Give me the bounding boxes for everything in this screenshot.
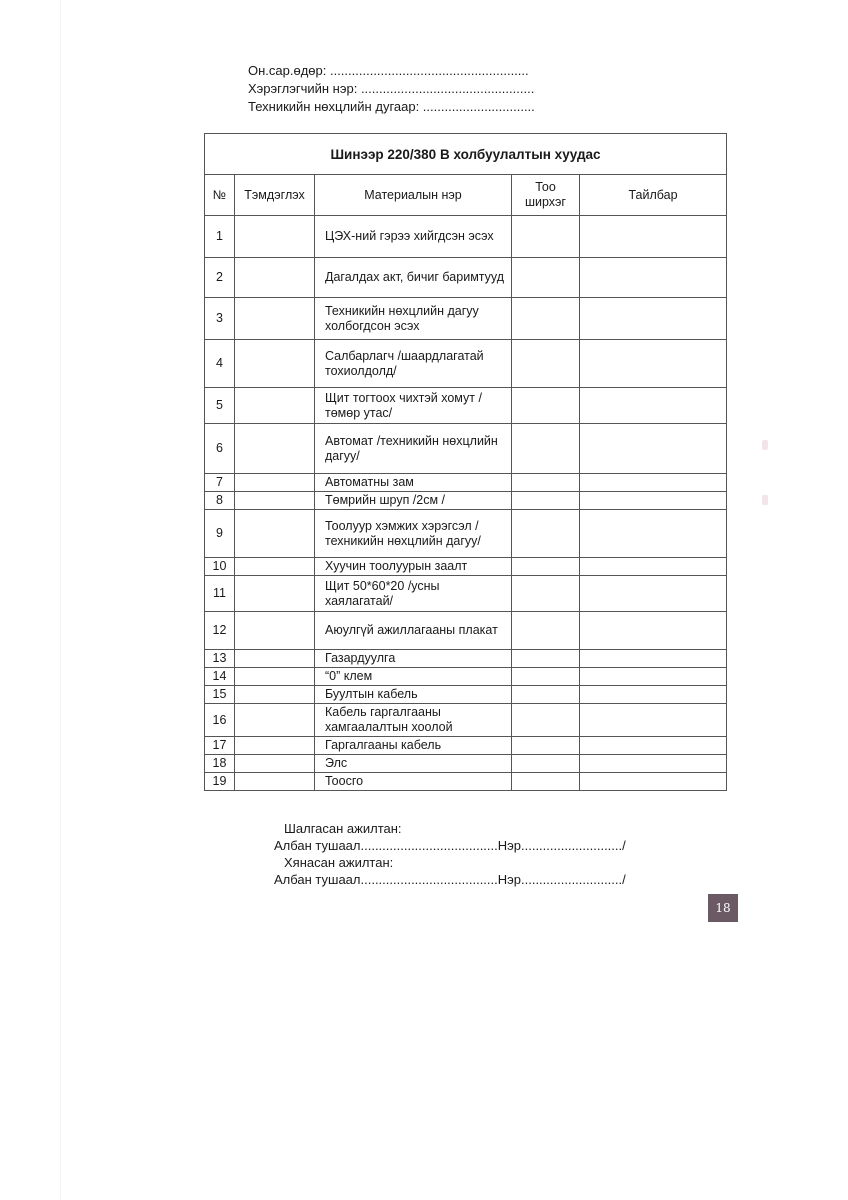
table-row (205, 510, 727, 558)
row-number: 1 (205, 216, 235, 258)
reviewed-by-line: Албан тушаал......................................Нэр............................/ (274, 872, 626, 887)
row-note-cell (580, 558, 727, 576)
row-mark-cell (235, 258, 315, 298)
row-number: 15 (205, 686, 235, 704)
table-row (205, 650, 727, 668)
row-note-cell (580, 298, 727, 340)
table-row (205, 755, 727, 773)
row-material-name: Кабель гаргалгааны хамгаалалтын хоолой (315, 704, 512, 737)
row-note-cell (580, 216, 727, 258)
row-number: 13 (205, 650, 235, 668)
row-material-name: Техникийн нөхцлийн дагуу холбогдсон эсэх (315, 298, 512, 340)
table-row (205, 388, 727, 424)
row-qty-cell (512, 558, 580, 576)
row-number: 6 (205, 424, 235, 474)
row-mark-cell (235, 576, 315, 612)
table-row (205, 340, 727, 388)
row-mark-cell (235, 510, 315, 558)
row-qty-cell (512, 298, 580, 340)
row-material-name: Гаргалгааны кабель (315, 737, 512, 755)
row-mark-cell (235, 612, 315, 650)
row-qty-cell (512, 686, 580, 704)
row-number: 11 (205, 576, 235, 612)
row-qty-cell (512, 737, 580, 755)
row-note-cell (580, 668, 727, 686)
user-name-field: Хэрэглэгчийн нэр: ................................................ (248, 81, 535, 96)
row-material-name: Щит тогтоох чихтэй хомут /төмөр утас/ (315, 388, 512, 424)
column-header-material: Материалын нэр (315, 175, 512, 216)
checked-by-line: Албан тушаал......................................Нэр............................/ (274, 838, 626, 853)
row-note-cell (580, 773, 727, 791)
row-number: 12 (205, 612, 235, 650)
row-material-name: Салбарлагч /шаардлагатай тохиолдолд/ (315, 340, 512, 388)
row-material-name: ЦЭХ-ний гэрээ хийгдсэн эсэх (315, 216, 512, 258)
column-header-mark: Тэмдэглэх (235, 175, 315, 216)
header-fields (248, 62, 535, 116)
table-row (205, 704, 727, 737)
row-mark-cell (235, 686, 315, 704)
row-note-cell (580, 474, 727, 492)
row-note-cell (580, 704, 727, 737)
date-field: Он.сар.өдөр: ....................................................... (248, 63, 529, 78)
row-material-name: Төмрийн шруп /2см / (315, 492, 512, 510)
row-material-name: Тоосго (315, 773, 512, 791)
reviewed-by-label: Хянасан ажилтан: (284, 855, 394, 870)
row-note-cell (580, 650, 727, 668)
row-material-name: Хуучин тоолуурын заалт (315, 558, 512, 576)
row-number: 2 (205, 258, 235, 298)
row-note-cell (580, 340, 727, 388)
row-note-cell (580, 755, 727, 773)
row-mark-cell (235, 650, 315, 668)
row-number: 8 (205, 492, 235, 510)
row-qty-cell (512, 216, 580, 258)
connection-sheet-table (204, 133, 727, 791)
row-note-cell (580, 737, 727, 755)
table-row (205, 216, 727, 258)
row-mark-cell (235, 474, 315, 492)
row-material-name: Щит 50*60*20 /усны хаялагатай/ (315, 576, 512, 612)
row-qty-cell (512, 474, 580, 492)
row-mark-cell (235, 298, 315, 340)
table-row (205, 474, 727, 492)
row-number: 18 (205, 755, 235, 773)
checked-by-label: Шалгасан ажилтан: (284, 821, 402, 836)
row-number: 16 (205, 704, 235, 737)
table-row (205, 686, 727, 704)
row-number: 3 (205, 298, 235, 340)
table-row (205, 298, 727, 340)
row-material-name: Элс (315, 755, 512, 773)
row-qty-cell (512, 510, 580, 558)
page-number-badge: 18 (708, 894, 738, 922)
row-qty-cell (512, 612, 580, 650)
row-number: 5 (205, 388, 235, 424)
row-qty-cell (512, 340, 580, 388)
column-header-no: № (205, 175, 235, 216)
row-number: 7 (205, 474, 235, 492)
row-mark-cell (235, 388, 315, 424)
row-mark-cell (235, 492, 315, 510)
row-note-cell (580, 258, 727, 298)
row-number: 19 (205, 773, 235, 791)
row-note-cell (580, 576, 727, 612)
row-number: 17 (205, 737, 235, 755)
row-number: 14 (205, 668, 235, 686)
table-body (205, 216, 727, 791)
row-material-name: Автоматны зам (315, 474, 512, 492)
row-qty-cell (512, 424, 580, 474)
table-row (205, 492, 727, 510)
row-material-name: Дагалдах акт, бичиг баримтууд (315, 258, 512, 298)
row-qty-cell (512, 650, 580, 668)
row-mark-cell (235, 773, 315, 791)
row-qty-cell (512, 258, 580, 298)
table-row (205, 668, 727, 686)
row-material-name: Аюулгүй ажиллагааны плакат (315, 612, 512, 650)
row-material-name: Буултын кабель (315, 686, 512, 704)
row-qty-cell (512, 388, 580, 424)
row-mark-cell (235, 737, 315, 755)
row-number: 10 (205, 558, 235, 576)
tech-condition-number-field: Техникийн нөхцлийн дугаар: ............................... (248, 99, 535, 114)
table-row (205, 424, 727, 474)
row-number: 4 (205, 340, 235, 388)
table-row (205, 737, 727, 755)
table-row (205, 558, 727, 576)
row-mark-cell (235, 340, 315, 388)
table-row (205, 258, 727, 298)
row-note-cell (580, 492, 727, 510)
row-note-cell (580, 686, 727, 704)
column-header-note: Тайлбар (580, 175, 727, 216)
row-note-cell (580, 388, 727, 424)
row-mark-cell (235, 424, 315, 474)
table-title: Шинээр 220/380 В холбуулалтын хуудас (205, 134, 727, 175)
row-mark-cell (235, 558, 315, 576)
row-qty-cell (512, 576, 580, 612)
row-qty-cell (512, 668, 580, 686)
scan-edge-mark (762, 440, 768, 450)
table-row (205, 576, 727, 612)
row-number: 9 (205, 510, 235, 558)
table-row (205, 612, 727, 650)
table-row (205, 773, 727, 791)
row-qty-cell (512, 773, 580, 791)
scan-margin-line (60, 0, 61, 1200)
row-note-cell (580, 612, 727, 650)
row-qty-cell (512, 492, 580, 510)
row-material-name: “0” клем (315, 668, 512, 686)
row-qty-cell (512, 755, 580, 773)
row-mark-cell (235, 755, 315, 773)
table-header-row (205, 175, 727, 216)
row-note-cell (580, 424, 727, 474)
row-mark-cell (235, 704, 315, 737)
scan-edge-mark (762, 495, 768, 505)
row-material-name: Тоолуур хэмжих хэрэгсэл /техникийн нөхцлийн дагуу/ (315, 510, 512, 558)
row-note-cell (580, 510, 727, 558)
row-mark-cell (235, 216, 315, 258)
row-material-name: Автомат /техникийн нөхцлийн дагуу/ (315, 424, 512, 474)
row-material-name: Газардуулга (315, 650, 512, 668)
row-qty-cell (512, 704, 580, 737)
row-mark-cell (235, 668, 315, 686)
column-header-qty: Тоо ширхэг (512, 175, 580, 216)
signature-block (274, 820, 626, 888)
